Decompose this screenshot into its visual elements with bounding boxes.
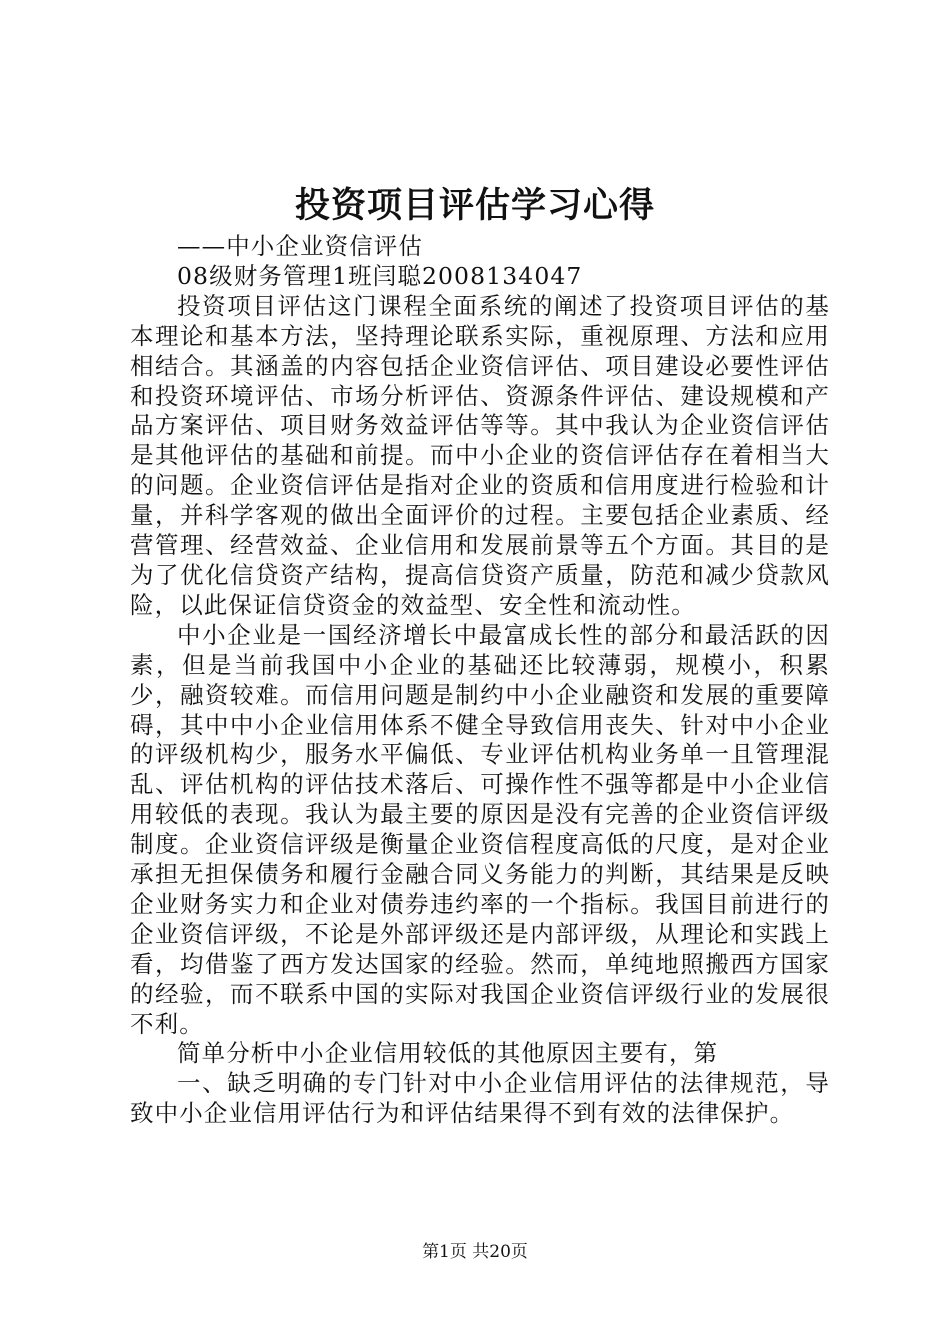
document-body — [130, 232, 830, 1129]
body-paragraph: 一、缺乏明确的专门针对中小企业信用评估的法律规范，导致中小企业信用评估行为和评估结果得不到有效的法律保护。 — [130, 1069, 830, 1128]
body-paragraph: 投资项目评估这门课程全面系统的阐述了投资项目评估的基本理论和基本方法，坚持理论联系实际，重视原理、方法和应用相结合。其涵盖的内容包括企业资信评估、项目建设必要性评估和投资环境评估、市场分析评估、资源条件评估、建设规模和产品方案评估、项目财务效益评估等等。其中我认为企业资信评估是其他评估的基础和前提。而中小企业的资信评估存在着相当大的问题。企业资信评估是指对企业的资质和信用度进行检验和计量，并科学客观的做出全面评价的过程。主要包括企业素质、经营管理、经营效益、企业信用和发展前景等五个方面。其目的是为了优化信贷资产结构，提高信贷资产质量，防范和减少贷款风险，以此保证信贷资金的效益型、安全性和流动性。 — [130, 291, 830, 619]
body-paragraph: 简单分析中小企业信用较低的其他原因主要有，第 — [177, 1039, 719, 1068]
page-number-footer: 第1页 共20页 — [422, 1242, 528, 1262]
document-title: 投资项目评估学习心得 — [294, 185, 655, 226]
document-subtitle: ——中小企业资信评估 — [177, 232, 423, 260]
body-paragraph: 中小企业是一国经济增长中最富成长性的部分和最活跃的因素，但是当前我国中小企业的基础还比较薄弱，规模小，积累少，融资较难。而信用问题是制约中小企业融资和发展的重要障碍，其中中小企业信用体系不健全导致信用丧失、针对中小企业的评级机构少，服务水平偏低、专业评估机构业务单一且管理混乱、评估机构的评估技术落后、可操作性不强等都是中小企业信用较低的表现。我认为最主要的原因是没有完善的企业资信评级制度。企业资信评级是衡量企业资信程度高低的尺度，是对企业承担无担保债务和履行金融合同义务能力的判断，其结果是反映企业财务实力和企业对债券违约率的一个指标。我国目前进行的企业资信评级，不论是外部评级还是内部评级，从理论和实践上看，均借鉴了西方发达国家的经验。然而，单纯地照搬西方国家的经验，而不联系中国的实际对我国企业资信评级行业的发展很不利。 — [130, 620, 830, 1038]
author-line: 08级财务管理1班闫聪2008134047 — [177, 261, 583, 290]
